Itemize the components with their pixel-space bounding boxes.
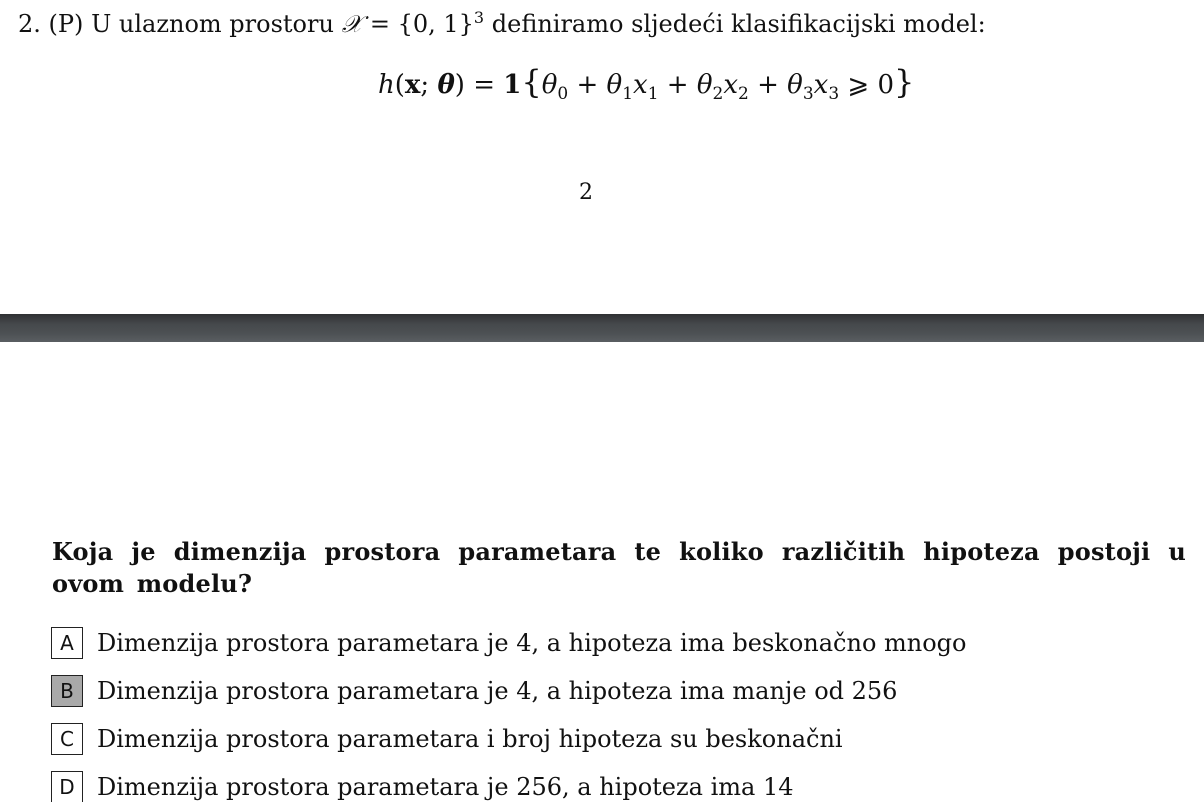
problem-intro-end: definiramo sljedeći klasifikacijski model:: [491, 10, 986, 38]
option-d-letter-box[interactable]: D: [51, 771, 83, 802]
page-number: 2: [579, 180, 593, 205]
input-space-exponent: 3: [473, 8, 485, 27]
formula-theta0-sub: 0: [557, 84, 569, 104]
formula-x2-sub: 2: [738, 84, 749, 104]
formula-plus-2: +: [658, 70, 697, 100]
option-b-text: Dimenzija prostora parametara je 4, a hipoteza ima manje od 256: [97, 677, 898, 705]
formula-theta3-sub: 3: [802, 84, 814, 104]
formula-brace-open: {: [521, 63, 542, 101]
formula-x2: x: [723, 70, 739, 100]
option-b-letter-box[interactable]: B: [51, 675, 83, 707]
formula-theta: θ: [437, 70, 455, 100]
formula-indicator: 1: [503, 70, 522, 100]
formula-close-paren: ): [454, 70, 465, 100]
formula-equals: =: [464, 70, 504, 100]
formula-theta1: θ: [606, 70, 623, 100]
option-a[interactable]: [51, 626, 967, 660]
formula-plus-3: +: [748, 70, 788, 100]
option-c-text: Dimenzija prostora parametara i broj hipoteza su beskonačni: [97, 725, 843, 753]
formula-theta2: θ: [696, 70, 713, 100]
option-c-letter-box[interactable]: C: [51, 723, 83, 755]
option-a-letter-box[interactable]: A: [51, 627, 83, 659]
formula-open-paren: (: [394, 70, 405, 100]
formula-theta2-sub: 2: [712, 84, 724, 104]
formula-x1-sub: 1: [647, 84, 659, 104]
option-b[interactable]: [51, 674, 897, 708]
question-text: Koja je dimenzija prostora parametara te koliko različitih hipoteza postoji u ovom modelu?: [52, 537, 1186, 598]
model-formula: [378, 64, 914, 103]
formula-brace-close: }: [894, 63, 915, 101]
formula-x: x: [404, 70, 421, 100]
formula-theta3: θ: [787, 70, 803, 100]
formula-plus-1: +: [568, 70, 607, 100]
problem-intro: U ulaznom prostoru: [91, 10, 334, 38]
formula-geq-zero: ⩾ 0: [839, 70, 895, 100]
problem-tag: (P): [48, 10, 84, 38]
option-d[interactable]: [51, 770, 793, 802]
formula-x3: x: [813, 70, 829, 100]
option-c[interactable]: [51, 722, 843, 756]
formula-semicolon: ;: [420, 70, 438, 100]
formula-x3-sub: 3: [828, 84, 840, 104]
formula-x1: x: [633, 70, 648, 100]
formula-theta0: θ: [541, 70, 558, 100]
page-separator: [0, 314, 1204, 342]
formula-h: h: [378, 70, 395, 100]
formula-theta1-sub: 1: [622, 84, 634, 104]
input-space-definition: = {0, 1}: [369, 10, 474, 38]
input-space-symbol: 𝒳: [341, 10, 363, 38]
problem-statement: [18, 8, 986, 40]
option-a-text: Dimenzija prostora parametara je 4, a hipoteza ima beskonačno mnogo: [97, 629, 967, 657]
page-top: [0, 0, 1204, 314]
option-d-text: Dimenzija prostora parametara je 256, a hipoteza ima 14: [97, 773, 794, 801]
problem-number: 2.: [18, 10, 41, 38]
